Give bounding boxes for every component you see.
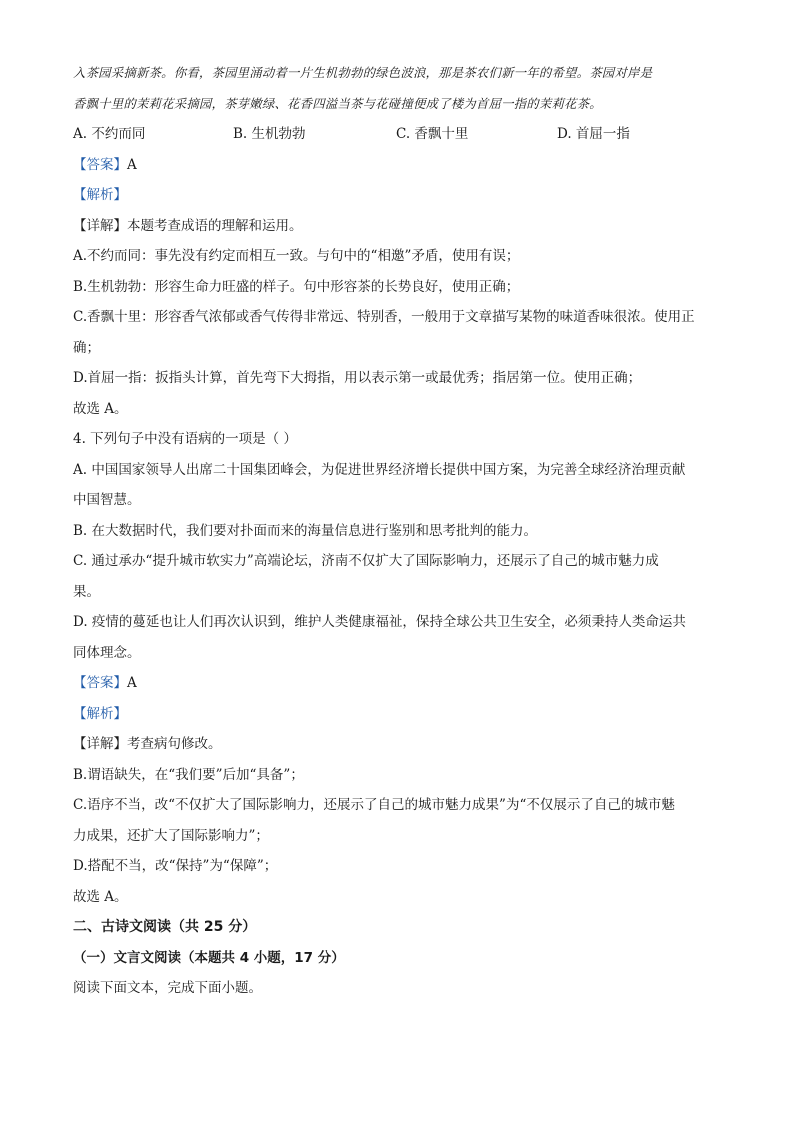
document-page xyxy=(73,58,723,1004)
q3-answer-value: A xyxy=(127,156,137,173)
q3-explanation-b: B.生机勃勃：形容生命力旺盛的样子。句中形容茶的长势良好，使用正确； xyxy=(73,278,520,295)
q3-options xyxy=(73,119,723,150)
q4-stem: 4. 下列句子中没有语病的一项是（ ） xyxy=(73,431,297,447)
q4-explanation-d: D.搭配不当，改“保持”为“保障”； xyxy=(73,858,278,874)
q4-answer xyxy=(73,668,723,699)
q4-option-d-cont: 同体理念。 xyxy=(73,644,141,661)
section-subtitle: （一）文言文阅读（本题共 4 小题，17 分） xyxy=(73,949,345,966)
q4-conclusion: 故选 A。 xyxy=(73,888,128,905)
q4-detail xyxy=(73,729,723,760)
section-title: 二、古诗文阅读（共 25 分） xyxy=(73,919,257,935)
q3-detail xyxy=(73,211,723,242)
q3-answer-tag: 【答案】 xyxy=(73,156,127,173)
q4-explanation-c-cont: 力成果，还扩大了国际影响力”； xyxy=(73,827,269,844)
q3-analysis xyxy=(73,180,723,211)
q4-option-b: B. 在大数据时代，我们要对扑面而来的海量信息进行鉴别和思考批判的能力。 xyxy=(73,522,538,539)
section-instruction: 阅读下面文本，完成下面小题。 xyxy=(73,980,262,996)
passage-line-1: 入茶园采摘新茶。你看，茶园里涌动着一片生机勃勃的绿色波浪，那是茶农们新一年的希望。茶园对岸是 xyxy=(73,65,653,80)
q3-explanation-c-cont: 确； xyxy=(73,339,100,356)
q4-option-a: A. 中国国家领导人出席二十国集团峰会，为促进世界经济增长提供中国方案，为完善全球经济治理贡献 xyxy=(73,461,686,478)
q4-answer-tag: 【答案】 xyxy=(73,675,127,691)
q3-conclusion: 故选 A。 xyxy=(73,400,128,417)
q4-option-c: C. 通过承办“提升城市软实力”高端论坛，济南不仅扩大了国际影响力，还展示了自己的城市魅力成 xyxy=(73,553,659,569)
q4-explanation-c: C.语序不当，改“不仅扩大了国际影响力，还展示了自己的城市魅力成果”为“不仅展示了自己的城市魅 xyxy=(73,797,675,813)
q3-option-c: C. 香飘十里 xyxy=(396,126,469,142)
q3-option-d: D. 首屈一指 xyxy=(557,126,630,142)
q3-explanation-a: A.不约而同：事先没有约定而相互一致。与句中的“相邀”矛盾，使用有误； xyxy=(73,248,520,264)
q4-analysis xyxy=(73,699,723,730)
q4-analysis-tag: 【解析】 xyxy=(73,705,127,722)
q4-option-d: D. 疫情的蔓延也让人们再次认识到，维护人类健康福祉，保持全球公共卫生安全，必须秉持人类命运共 xyxy=(73,614,686,630)
q3-detail-text: 本题考查成语的理解和运用。 xyxy=(127,217,303,234)
q3-option-a: A. 不约而同 xyxy=(73,126,146,142)
q3-detail-tag: 【详解】 xyxy=(73,217,127,234)
q4-option-c-cont: 果。 xyxy=(73,583,100,600)
q3-explanation-d: D.首屈一指：扳指头计算，首先弯下大拇指，用以表示第一或最优秀；指居第一位。使用正确； xyxy=(73,370,642,386)
q3-explanation-c: C.香飘十里：形容香气浓郁或香气传得非常远、特别香，一般用于文章描写某物的味道香味很浓。使用正 xyxy=(73,309,695,325)
q4-detail-tag: 【详解】 xyxy=(73,736,127,752)
q4-option-a-cont: 中国智慧。 xyxy=(73,492,141,508)
q4-explanation-b: B.谓语缺失，在“我们要”后加“具备”； xyxy=(73,766,304,783)
passage-line-2: 香飘十里的茉莉花采摘园，茶芽嫩绿、花香四溢当茶与花碰撞便成了楼为首屈一指的茉莉花茶。 xyxy=(73,95,602,111)
q3-option-b: B. 生机勃勃 xyxy=(233,126,306,142)
q3-analysis-tag: 【解析】 xyxy=(73,187,127,203)
q4-detail-text: 考查病句修改。 xyxy=(127,736,222,752)
q3-answer xyxy=(73,150,723,181)
q4-answer-value: A xyxy=(127,675,137,691)
